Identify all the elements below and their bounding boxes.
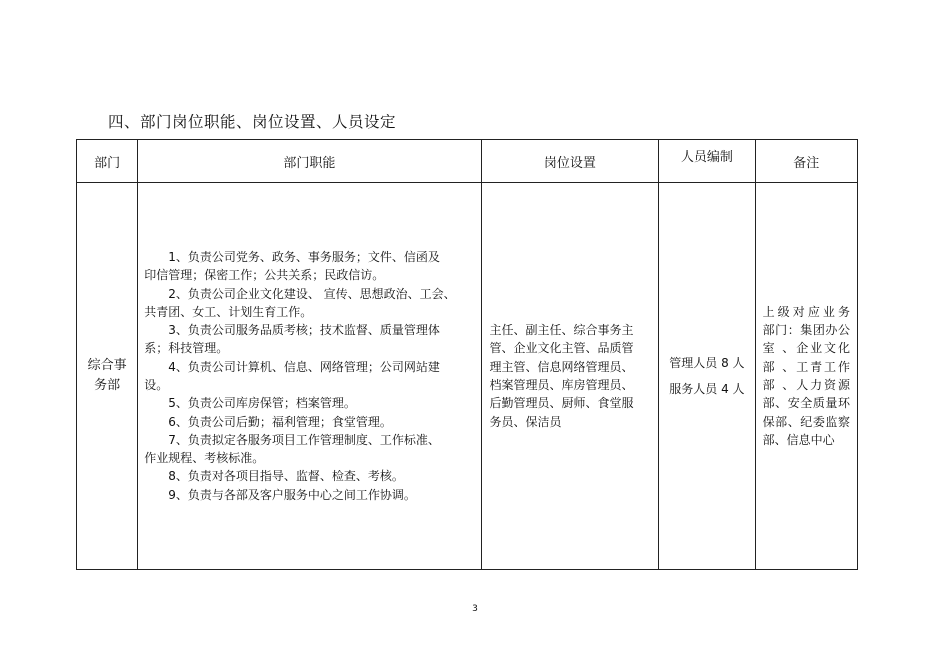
function-line: 5、负责公司库房保管；档案管理。	[168, 396, 356, 411]
function-line: 印信管理；保密工作；公共关系；民政信访。	[144, 268, 385, 283]
note-line: 部门：集团办公	[762, 323, 850, 338]
header-functions: 部门职能	[138, 140, 481, 183]
section-title: 四、部门岗位职能、岗位设置、人员设定	[108, 113, 397, 131]
position-line: 务员、保洁员	[489, 414, 562, 429]
position-line: 主任、副主任、综合事务主	[489, 323, 634, 338]
function-line: 作业规程、考核标准。	[144, 451, 265, 466]
function-line: 设。	[144, 378, 169, 392]
note-line: 保部、纪委监察	[762, 414, 850, 429]
note-line: 部、安全质量环	[762, 396, 850, 411]
function-line: 共青团、女工、计划生育工作。	[144, 304, 313, 319]
header-positions: 岗位设置	[481, 140, 659, 183]
position-line: 后勤管理员、厨师、食堂服	[489, 396, 634, 411]
department-table	[76, 139, 858, 570]
function-list	[144, 248, 474, 504]
header-staffing-label: 人员编制	[680, 149, 733, 165]
note-line: 部 、人力资源	[762, 378, 850, 392]
staffing-line: 服务人员 4 人	[669, 382, 745, 396]
header-notes: 备注	[755, 140, 857, 183]
cell-functions	[138, 183, 481, 570]
cell-dept	[77, 183, 138, 570]
page-number: 3	[472, 604, 478, 614]
dept-line: 综合事	[87, 358, 127, 373]
cell-positions	[481, 183, 659, 570]
function-line: 3、负责公司服务品质考核；技术监督、质量管理体	[168, 323, 440, 338]
header-staffing	[659, 140, 755, 183]
dept-line: 务部	[94, 378, 121, 393]
function-line: 1、负责公司党务、政务、事务服务；文件、信函及	[168, 249, 440, 264]
function-line: 9、负责与各部及客户服务中心之间工作协调。	[168, 487, 416, 502]
position-line: 管、企业文化主管、品质管	[489, 341, 634, 356]
position-line: 理主管、信息网络管理员、	[489, 359, 634, 374]
function-line: 系；科技管理。	[144, 341, 229, 356]
header-dept: 部门	[77, 140, 138, 183]
cell-notes	[755, 183, 857, 570]
staffing-line: 管理人员 8 人	[669, 356, 745, 370]
note-line: 部、信息中心	[762, 432, 835, 447]
note-line: 上级对应业务	[762, 304, 850, 319]
function-line: 4、负责公司计算机、信息、网络管理；公司网站建	[168, 359, 440, 374]
note-line: 室 、企业文化	[762, 341, 850, 356]
function-line: 2、负责公司企业文化建设、 宣传、思想政治、工会、	[168, 286, 456, 301]
cell-staffing	[659, 183, 755, 570]
table-row	[77, 183, 858, 570]
function-line: 8、负责对各项目指导、监督、检查、考核。	[168, 469, 404, 484]
table-header-row	[77, 140, 858, 183]
position-line: 档案管理员、库房管理员、	[489, 378, 634, 392]
function-line: 6、负责公司后勤；福利管理；食堂管理。	[168, 414, 392, 429]
note-line: 部 、工青工作	[762, 359, 850, 374]
function-line: 7、负责拟定各服务项目工作管理制度、工作标准、	[168, 432, 440, 447]
